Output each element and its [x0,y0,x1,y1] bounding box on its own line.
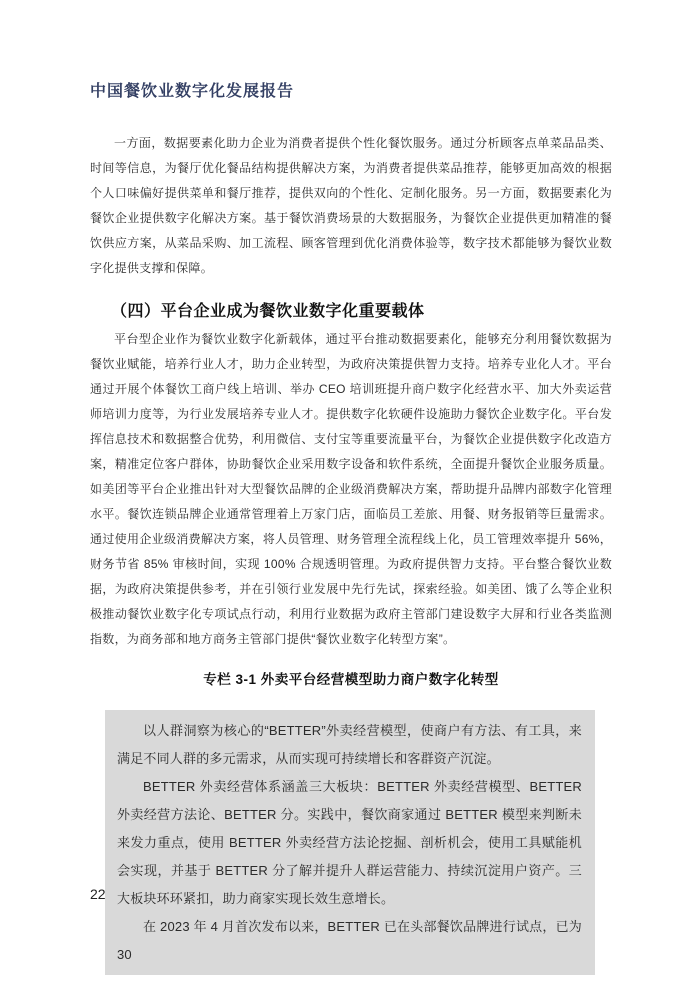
column-box-paragraph-2: BETTER 外卖经营体系涵盖三大板块：BETTER 外卖经营模型、BETTER 外卖经营方法论、BETTER 分。实践中，餐饮商家通过 BETTER 模型来判断未来发力重点，使用 BETTER 外卖经营方法论挖掘、剖析机会，使用工具赋能机会实现，并基于 BETTER 分了解并提升人群运营能力、持续沉淀用户资产。三大板块环环紧扣，助力商家实现长效生意增长。 [117,779,582,906]
paragraph-platform-enterprises: 平台型企业作为餐饮业数字化新载体，通过平台推动数据要素化，能够充分利用餐饮数据为餐饮业赋能，培养行业人才，助力企业转型，为政府决策提供智力支持。培养专业化人才。平台通过开展个体餐饮工商户线上培训、举办 CEO 培训班提升商户数字化经营水平、加大外卖运营师培训力度等，为行业发展培养专业人才。提供数字化软硬件设施助力餐饮企业数字化。平台发挥信息技术和数据整合优势，利用微信、支付宝等重要流量平台，为餐饮企业提供数字化改造方案，精准定位客户群体，协助餐饮企业采用数字设备和软件系统，全面提升餐饮企业服务质量。如美团等平台企业推出针对大型餐饮品牌的企业级消费解决方案，帮助提升品牌内部数字化管理水平。餐饮连锁品牌企业通常管理着上万家门店，面临员工差旅、用餐、财务报销等巨量需求。通过使用企业级消费解决方案，将人员管理、财务管理全流程线上化，员工管理效率提升 56%，财务节省 85% 审核时间，实现 100% 合规透明管理。为政府提供智力支持。平台整合餐饮业数据，为政府决策提供参考，并在引领行业发展中先行先试，探索经验。如美团、饿了么等企业积极推动餐饮业数字化专项试点行动，利用行业数据为政府主管部门建设数字大屏和行业各类监测指数，为商务部和地方商务主管部门提供“餐饮业数字化转型方案”。 [90,332,612,646]
report-title: 中国餐饮业数字化发展报告 [90,83,295,100]
paragraph-data-elements: 一方面，数据要素化助力企业为消费者提供个性化餐饮服务。通过分析顾客点单菜品品类、时间等信息，为餐厅优化餐品结构提供解决方案，为消费者提供菜品推荐，能够更加高效的根据个人口味偏好提供菜单和餐厅推荐，提供双向的个性化、定制化服务。另一方面，数据要素化为餐饮企业提供数字化解决方案。基于餐饮消费场景的大数据服务，为餐饮企业提供更加精准的餐饮供应方案，从菜品采购、加工流程、顾客管理到优化消费体验等，数字技术都能够为餐饮业数字化提供支撑和保障。 [90,136,612,275]
column-box-paragraph-1: 以人群洞察为核心的“BETTER”外卖经营模型，使商户有方法、有工具，来满足不同人群的多元需求，从而实现可持续增长和客群资产沉淀。 [117,723,582,766]
page-number: 22 [90,886,106,902]
column-3-1-heading: 专栏 3-1 外卖平台经营模型助力商户数字化转型 [203,672,499,687]
column-box-paragraph-3: 在 2023 年 4 月首次发布以来，BETTER 已在头部餐饮品牌进行试点，已为 30 [117,919,582,962]
column-box [105,710,595,975]
section-heading-platform-enterprises: （四）平台企业成为餐饮业数字化重要载体 [111,303,425,320]
